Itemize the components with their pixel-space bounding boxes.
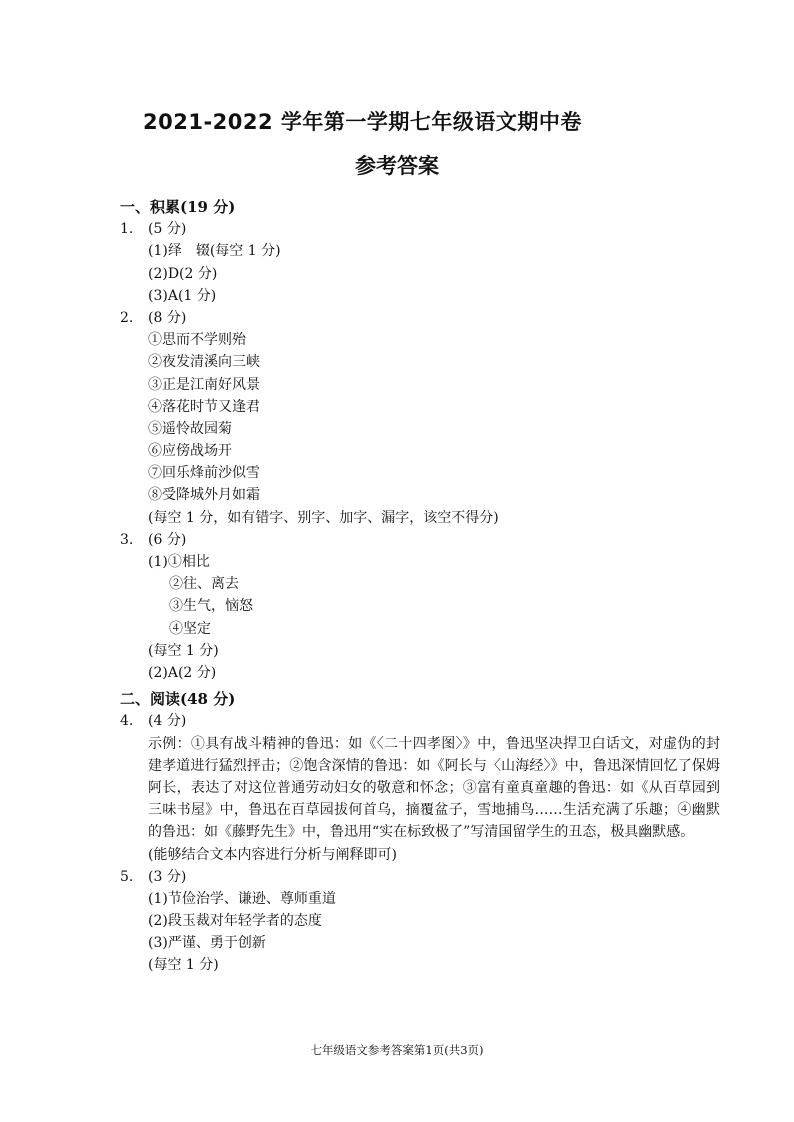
scoring-note: (能够结合文本内容进行分析与阐释即可) xyxy=(148,846,397,863)
answer-subline: ②往、离去 xyxy=(169,576,239,593)
answer-paragraph: 示例：①具有战斗精神的鲁迅：如《〈二十四孝图〉》中，鲁迅坚决捍卫白话文，对虚伪的封建孝道进行猛烈抨击；②饱含深情的鲁迅：如《阿长与〈山海经〉》中，鲁迅深情回忆了保姆阿长，表达了对这位普通劳动妇女的敬意和怀念；③富有童真童趣的鲁迅：如《从百草园到三味书屋》中，鲁迅在百草园拔何首乌，摘覆盆子，雪地捕鸟……生活充满了乐趣；④幽默的鲁迅：如《藤野先生》中，鲁迅用“实在标致极了”写清国留学生的丑态，极具幽默感。 xyxy=(148,735,720,841)
question-2-header xyxy=(120,307,720,329)
question-4-header xyxy=(120,710,720,732)
question-score: (4 分) xyxy=(148,713,187,730)
answer-line: (1)绎 辍(每空 1 分) xyxy=(148,243,281,260)
answer-line: (2)段玉裁对年轻学者的态度 xyxy=(148,913,322,930)
answer-line: (2)A(2 分) xyxy=(148,664,217,681)
question-3-header xyxy=(120,529,720,551)
question-5-header xyxy=(120,866,720,888)
answer-line: (3)严谨、勇于创新 xyxy=(148,935,266,952)
answer-line: ⑥应傍战场开 xyxy=(148,443,232,460)
section-heading-accumulation: 一、积累(19 分) xyxy=(120,198,236,216)
document-subtitle: 参考答案 xyxy=(355,154,439,178)
question-number: 2. xyxy=(120,309,134,326)
answer-line: ①思而不学则殆 xyxy=(148,332,246,349)
scoring-note: (每空 1 分) xyxy=(148,642,219,659)
answer-line: (1)①相比 xyxy=(148,554,210,570)
answer-line: (3)A(1 分) xyxy=(148,287,217,304)
section-heading-reading: 二、阅读(48 分) xyxy=(120,690,236,709)
answer-line: ⑤遥怜故园菊 xyxy=(148,420,232,437)
answer-line: ④落花时节又逢君 xyxy=(148,398,260,415)
question-number: 1. xyxy=(120,221,134,238)
answer-line: ③正是江南好风景 xyxy=(148,376,260,393)
question-number: 4. xyxy=(120,713,134,730)
document-title: 2021-2022 学年第一学期七年级语文期中卷 xyxy=(143,110,582,134)
question-score: (8 分) xyxy=(148,309,187,326)
scoring-note: (每空 1 分) xyxy=(148,957,219,974)
answer-line: ⑦回乐烽前沙似雪 xyxy=(148,465,260,482)
answer-line: ②夜发清溪向三峡 xyxy=(148,354,260,371)
question-score: (6 分) xyxy=(148,531,187,548)
question-1-header xyxy=(120,218,720,240)
question-number: 5. xyxy=(120,868,134,885)
answer-line: (2)D(2 分) xyxy=(148,265,218,282)
question-score: (3 分) xyxy=(148,868,187,885)
answer-line: ⑧受降城外月如霜 xyxy=(148,487,260,504)
answer-subline: ③生气，恼怒 xyxy=(169,598,253,615)
answer-line: (1)节俭治学、谦逊、尊师重道 xyxy=(148,890,336,907)
scoring-note: (每空 1 分，如有错字、别字、加字、漏字，该空不得分) xyxy=(148,509,499,526)
question-score: (5 分) xyxy=(148,221,187,238)
page-footer: 七年级语文参考答案第1页(共3页) xyxy=(310,1043,484,1057)
answer-subline: ④坚定 xyxy=(169,620,211,637)
question-number: 3. xyxy=(120,531,134,548)
answer-content xyxy=(120,196,720,977)
